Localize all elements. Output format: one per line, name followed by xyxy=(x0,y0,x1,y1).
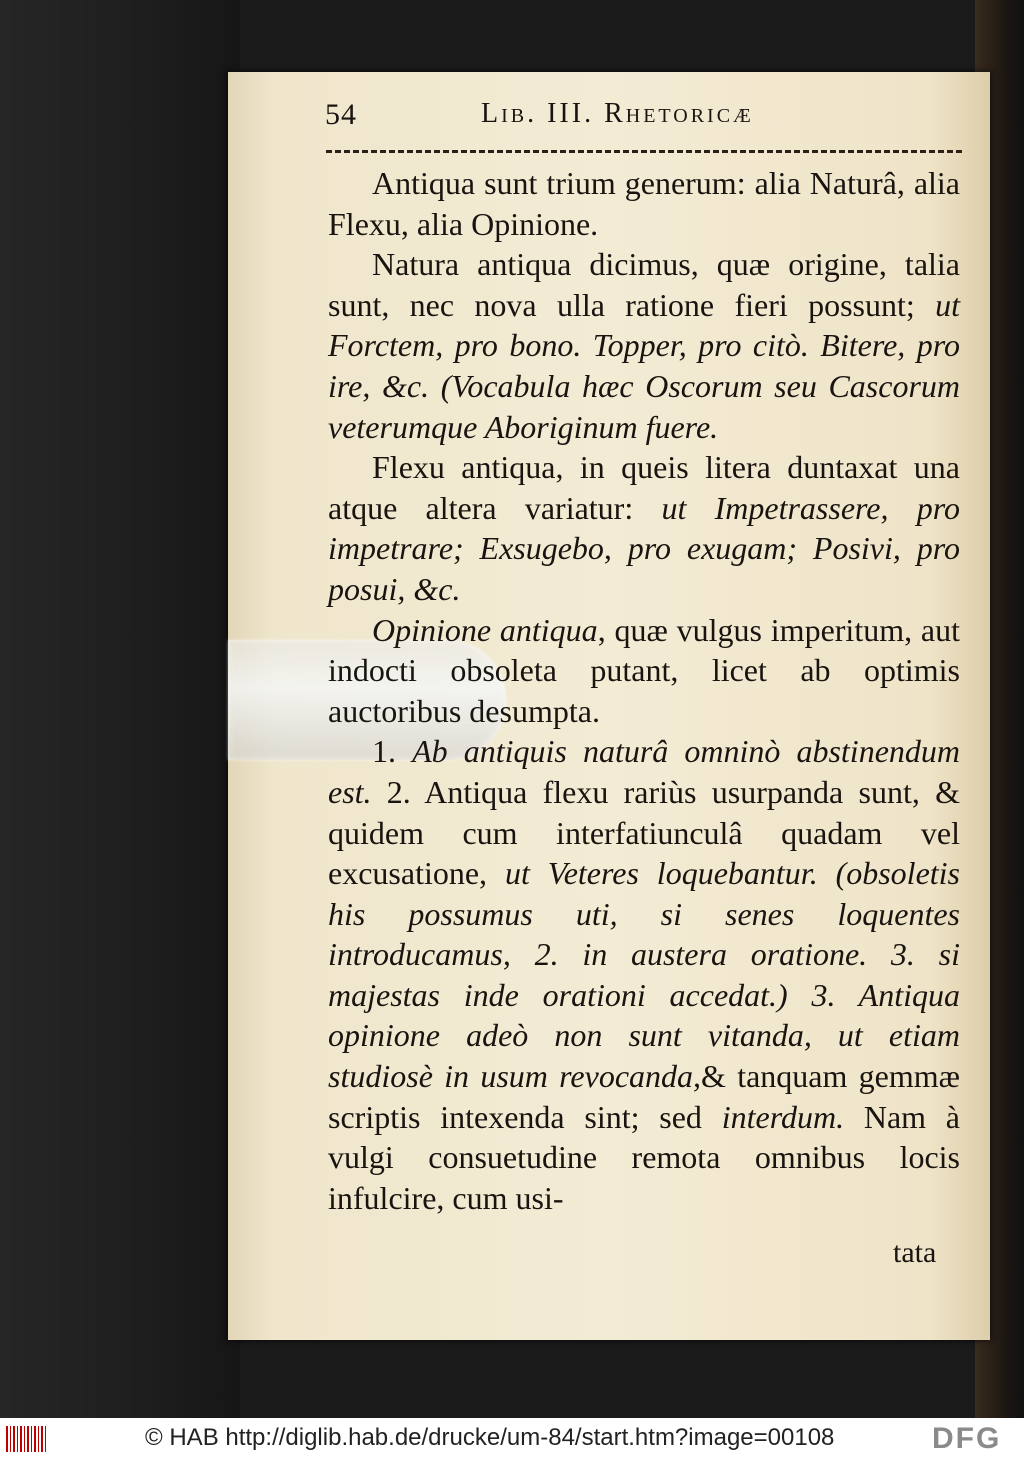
paragraph xyxy=(328,731,960,1218)
italic-run: ut Veteres loquebantur. (obsoletis his possumus uti, si senes loquentes introducamus, 2. in austera oratione. 3. si majestas inde orationi accedat.) 3. Antiqua opinione adeò non sunt vitanda, ut etiam studiosè in usum revocanda, xyxy=(328,855,961,1095)
page-header xyxy=(325,98,965,142)
text-run: & tanquam gemmæ scriptis intexenda sint; sed xyxy=(328,1058,961,1135)
paragraph xyxy=(328,163,960,244)
text-run: Flexu antiqua, in queis litera duntaxat una atque altera variatur: xyxy=(328,449,960,526)
paragraph xyxy=(328,610,960,732)
scan-backdrop-left xyxy=(0,0,240,1418)
dfg-logo: DFG xyxy=(932,1422,1002,1455)
italic-run: ut Forctem, pro bono. Topper, pro citò. Bitere, pro ire, &c. (Vocabula hæc Oscorum seu Cascorum veterumque Aboriginum fuere. xyxy=(328,286,960,445)
text-run: Natura antiqua dicimus, quæ origine, talia sunt, nec nova ulla ratione fieri possunt; xyxy=(328,246,960,323)
text-run: Antiqua sunt trium generum: alia Naturâ, alia Flexu, alia Opinione. xyxy=(328,165,960,242)
italic-run: interdum. xyxy=(721,1098,845,1135)
text-run: Nam à vulgi consuetudine remota omnibus locis infulcire, cum usi- xyxy=(328,1098,961,1216)
body-text xyxy=(328,163,960,1218)
paragraph xyxy=(328,447,960,609)
italic-run: ut Impetrassere, pro impetrare; Exsugebo, pro exugam; Posivi, pro posui, &c. xyxy=(328,489,961,607)
footer-bar xyxy=(0,1418,1024,1458)
barcode-icon xyxy=(6,1426,46,1452)
header-rule xyxy=(326,150,962,153)
footer-copyright-link[interactable]: © HAB http://diglib.hab.de/drucke/um-84/start.htm?image=00108 xyxy=(145,1424,835,1451)
italic-run: Opinione antiqua xyxy=(372,611,598,648)
running-title: Lib. III. Rhetoricæ xyxy=(481,98,754,129)
paragraph xyxy=(328,244,960,447)
italic-run: Ab antiquis naturâ omninò abstinendum est. xyxy=(328,733,961,810)
text-run: , quæ vulgus imperitum, aut indocti obsoleta putant, licet ab optimis auctoribus desumpta. xyxy=(328,611,961,729)
text-run: 1. xyxy=(372,733,413,770)
page-number: 54 xyxy=(325,98,357,131)
catchword: tata xyxy=(893,1236,937,1269)
text-run: 2. Antiqua flexu rariùs usurpanda sunt, & quidem cum interfatiunculâ quadam vel excusatione, xyxy=(328,773,960,892)
